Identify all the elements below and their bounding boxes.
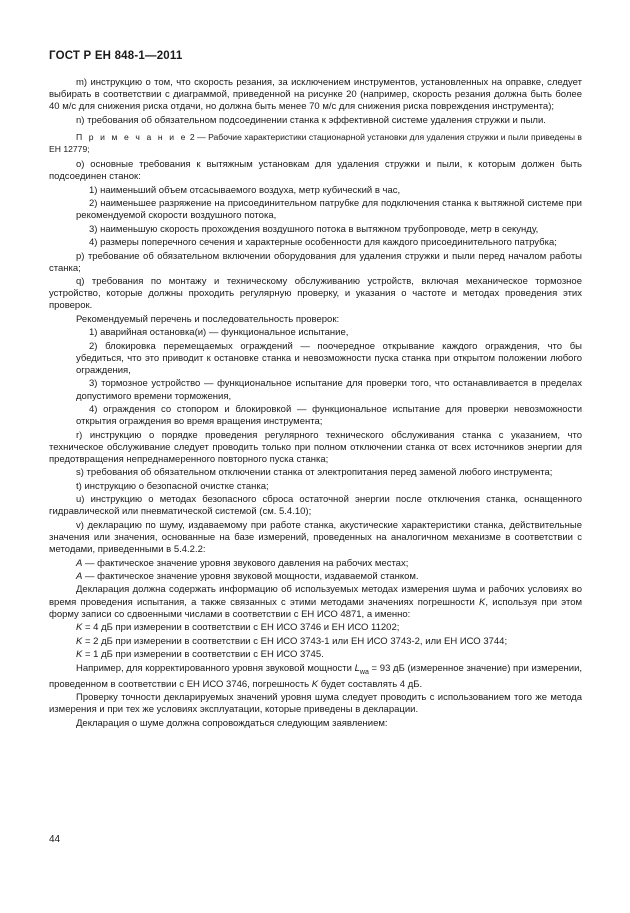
item-q: q) требования по монтажу и техническому обслуживанию устройств, включая механическое тормозное устройство, которые должны проходить регулярную проверку, и указания о частоте и методах проведения этих проверок. [49, 276, 582, 312]
a-power-text: — фактическое значение уровня звуковой мощности, издаваемой станком. [82, 570, 419, 582]
k-var: K [311, 678, 319, 690]
example-text-c: будет составлять 4 дБ. [318, 678, 423, 690]
check-4: 4) ограждения со стопором и блокировкой — функциональное испытание для проверки невозможности открытия ограждения во время вращения инструмента; [76, 404, 582, 428]
k-1db-text: = 1 дБ при измерении в соответствии с ЕН ИСО 3745. [82, 649, 324, 661]
example-text-b: = 93 дБ (измеренное значение) при измерении, проведенном в соответствии с ЕН ИСО 3746, погрешность [49, 662, 583, 690]
item-o: о) основные требования к вытяжным установкам для удаления стружки и пыли, к которым должен быть подсоединен станок: [49, 158, 582, 183]
item-s: s) требования об обязательном отключении станка от электропитания перед заменой любого инструмента; [76, 467, 553, 479]
a-var: A [76, 570, 83, 582]
item-o-3: 3) наименьшую скорость прохождения воздушного потока в вытяжном трубопроводе, метр в секунду, [89, 223, 539, 235]
a-power [49, 571, 582, 583]
k-2db-text: = 2 дБ при измерении в соответствии с ЕН ИСО 3743-1 или ЕН ИСО 3743-2, или ЕН ИСО 3744; [82, 635, 508, 647]
item-t: t) инструкцию о безопасной очистке станка; [76, 480, 269, 492]
k-1db [49, 649, 582, 661]
k-4db-text: = 4 дБ при измерении в соответствии с ЕН ИСО 3746 и ЕН ИСО 11202; [82, 622, 400, 634]
check-paragraph: Проверку точности декларируемых значений уровня шума следует проводить с использованием того же метода измерения и при тех же условиях эксплуатации, которые приведены в декларации. [49, 692, 582, 716]
checks-intro: Рекомендуемый перечень и последовательность проверок: [76, 313, 340, 325]
document-body [49, 77, 582, 731]
item-n: n) требования об обязательном подсоединении станка к эффективной системе удаления стружки и пыли. [76, 114, 546, 126]
item-o-4: 4) размеры поперечного сечения и характерные особенности для каждого присоединительного патрубка; [89, 237, 557, 249]
decl-text-a: Декларация должна содержать информацию об используемых методах измерения шума и рабочих условиях во время проведения испытания, а также связанных с этими методами значениях погрешности [49, 584, 582, 608]
final-paragraph: Декларация о шуме должна сопровождаться следующим заявлением: [76, 717, 388, 729]
example-text-a: Например, для корректированного уровня звуковой мощности [76, 662, 355, 674]
a-pressure [49, 558, 582, 570]
note-text: 2 — Рабочие характеристики стационарной установки для удаления стружки и пыли приведены в ЕН 12779; [49, 131, 582, 154]
check-3: 3) тормозное устройство — функциональное испытание для проверки того, что останавливается в пределах допустимого времени торможения, [76, 378, 582, 402]
page-number: 44 [49, 834, 61, 845]
decl-text-b: , используя при этом форму записи со сдвоенными числами в соответствии с ЕН ИСО 4871, а именно: [49, 596, 583, 620]
item-u: u) инструкцию о методах безопасного сброса остаточной энергии после отключения станка, оснащенного гидравлической или пневматической системой (см. 5.4.10); [49, 494, 582, 518]
k-var: K [76, 635, 83, 647]
item-m: m) инструкцию о том, что скорость резания, за исключением инструментов, установленных на оправке, следует выбирать в соответствии с диаграммой, приведенной на рисунке 20 (например, скорость резания должна быть более 40 м/с для снижения риска отдачи, но должна быть менее 70 м/с для снижения риска повреждения инструмента); [49, 77, 582, 113]
item-r: r) инструкцию о порядке проведения регулярного технического обслуживания станка с указанием, что техническое обслуживание следует проводить только при полном отключении станка от всех источников энергии для предотвращения непреднамеренного повторного пуска станка; [49, 429, 582, 465]
k-4db [49, 622, 582, 634]
item-o-1: 1) наименьший объем отсасываемого воздуха, метр кубический в час, [89, 184, 401, 196]
a-pressure-text: — фактическое значение уровня звукового давления на рабочих местах; [82, 557, 409, 569]
k-var: K [76, 622, 83, 634]
note-label: П р и м е ч а н и е [76, 131, 188, 142]
k-var: K [479, 596, 486, 608]
page-header: ГОСТ Р ЕН 848-1—2011 [49, 50, 183, 62]
a-var: A [76, 557, 83, 569]
l-var: L [354, 662, 360, 674]
check-2: 2) блокировка перемещаемых ограждений — поочередное открывание каждого ограждения, что бы убедиться, что это приводит к остановке станка и невозможности пуска станка при открытом положении любого ограждения, [76, 340, 582, 376]
l-subscript: wa [359, 668, 369, 676]
check-1: 1) аварийная остановка(и) — функциональное испытание, [89, 327, 349, 339]
k-var: K [76, 649, 83, 661]
declaration-paragraph [49, 584, 582, 620]
note-2 [49, 131, 582, 155]
example-paragraph [49, 663, 582, 691]
item-p: р) требование об обязательном включении оборудования для удаления стружки и пыли перед началом работы станка; [49, 250, 582, 274]
item-o-2: 2) наименьшее разряжение на присоединительном патрубке для подключения станка к вытяжной системе при рекомендуемой скорости воздушного потока, [76, 198, 582, 222]
item-v: v) декларацию по шуму, издаваемому при работе станка, акустические характеристики станка, действительные значения или значения, основанные на базе измерений, проведенных на аналогичном механизме в соответствии с методами, приведенными в 5.4.2.2: [49, 519, 582, 556]
k-2db [49, 636, 582, 648]
